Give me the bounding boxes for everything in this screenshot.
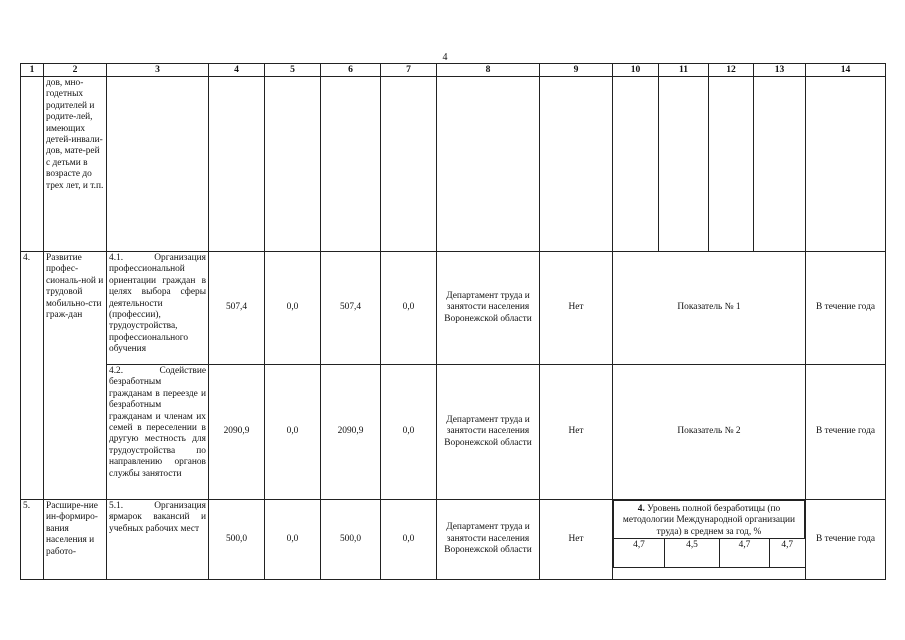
col-header: 9 <box>540 64 613 77</box>
value-cell: 2090,9 <box>209 365 265 500</box>
value-cell: 507,4 <box>209 252 265 365</box>
indicator-title-number: 4. <box>637 504 645 514</box>
value-cell: 0,0 <box>265 365 321 500</box>
indicator-subtable <box>613 500 805 568</box>
col-header: 14 <box>806 64 886 77</box>
value-cell: 0,0 <box>381 365 437 500</box>
table-row <box>21 365 886 500</box>
term-cell: В течение года <box>806 500 886 580</box>
col-header: 7 <box>381 64 437 77</box>
value-cell: 507,4 <box>321 252 381 365</box>
table-row <box>21 500 886 580</box>
value-cell: 0,0 <box>265 500 321 580</box>
col-header: 10 <box>613 64 659 77</box>
col-header: 1 <box>21 64 44 77</box>
value-cell: 500,0 <box>321 500 381 580</box>
value-cell: 2090,9 <box>321 365 381 500</box>
col-header: 4 <box>209 64 265 77</box>
table-row <box>21 252 886 365</box>
term-cell: В течение года <box>806 252 886 365</box>
value-cell: 500,0 <box>209 500 265 580</box>
value-cell: Нет <box>540 500 613 580</box>
indicator-value: 4,7 <box>770 539 805 568</box>
direction-cell: Расшире-ние ин-формиро-вания населения и работо- <box>44 500 107 580</box>
indicator-value: 4,7 <box>720 539 770 568</box>
col-header: 6 <box>321 64 381 77</box>
executor-cell: Департамент труда и занятости населения Воронежской области <box>437 500 540 580</box>
col-header: 11 <box>659 64 709 77</box>
indicator-cell: Показатель № 2 <box>613 365 806 500</box>
col-header: 8 <box>437 64 540 77</box>
value-cell: 0,0 <box>265 252 321 365</box>
col-header: 2 <box>44 64 107 77</box>
executor-cell: Департамент труда и занятости населения Воронежской области <box>437 365 540 500</box>
executor-cell: Департамент труда и занятости населения Воронежской области <box>437 252 540 365</box>
table-row-continuation <box>21 77 886 252</box>
col-header: 13 <box>754 64 806 77</box>
page-number: 4 <box>442 52 448 63</box>
row-number: 5. <box>21 500 44 580</box>
term-cell: В течение года <box>806 365 886 500</box>
indicator-cell: Показатель № 1 <box>613 252 806 365</box>
direction-cell: дов, мно-годетных родителей и родите-лей, имеющих детей-инвали-дов, мате-рей с детьми в возрасте до трех лет, и т.п. <box>44 77 107 252</box>
header-row <box>21 64 886 77</box>
row-number: 4. <box>21 252 44 500</box>
value-cell: 0,0 <box>381 252 437 365</box>
indicator-title-text: Уровень полной безработицы (по методологии Международной организации труда) в среднем за год, % <box>622 504 796 537</box>
measure-name: 5.1. Организация ярмарок вакансий и учебных рабочих мест <box>107 500 209 580</box>
plan-table <box>20 63 886 580</box>
col-header: 12 <box>709 64 754 77</box>
measure-name: 4.2. Содействие безработным гражданам в переезде и безработным гражданам и членам их семей в переселении в другую местность для трудоустройства по направлению органов службы занятости <box>107 365 209 500</box>
indicator-value: 4,7 <box>614 539 665 568</box>
value-cell: Нет <box>540 365 613 500</box>
indicator-title <box>614 501 805 539</box>
direction-cell: Развитие профес-сиональ-ной и трудовой мобильно-сти граж-дан <box>44 252 107 500</box>
col-header: 3 <box>107 64 209 77</box>
measure-name: 4.1. Организация профессиональной ориентации граждан в целях выбора сферы деятельности (профессии), трудоустройства, профессионального обучения <box>107 252 209 365</box>
value-cell: Нет <box>540 252 613 365</box>
indicator-value: 4,5 <box>665 539 720 568</box>
col-header: 5 <box>265 64 321 77</box>
indicator-block <box>613 500 806 580</box>
value-cell: 0,0 <box>381 500 437 580</box>
